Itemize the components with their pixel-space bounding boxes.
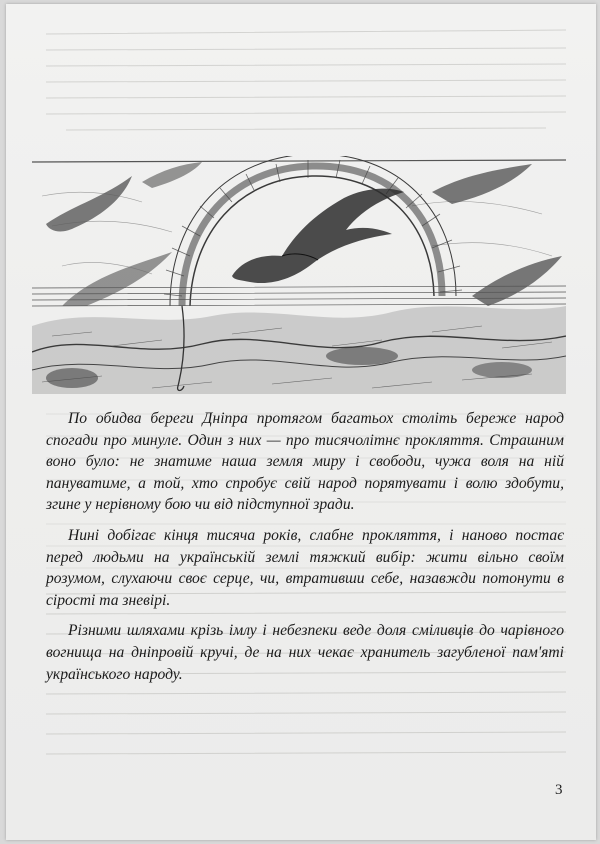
- paragraph-2: Нині добігає кінця тисяча років, слабне прокляття, і наново постає перед людьми на українській землі тяжкий вибір: жити вільно своїм розумом, слухаючи своє серце, чи, втративши себе, назавжди потонути в сірості та зневірі.: [46, 526, 564, 609]
- paragraph-3: Різними шляхами крізь імлу і небезпеки веде доля сміливців до чарівного вогнища на дніпровій кручі, де на них чекає хранитель загубленої пам'яті українського народу.: [46, 622, 564, 683]
- book-page: [6, 4, 596, 840]
- ink-illustration-bird-arch: [32, 156, 566, 394]
- body-text: [46, 408, 564, 694]
- paragraph-1: По обидва береги Дніпра протягом багатьох століть береже народ спогади про минуле. Один з них — про тисячолітнє прокляття. Страшним воно було: не знатиме наша земля миру і свободи, чужа воля на ній пануватиме, а той, хто спробує свій народ порятувати і волю здобути, згине у нерівному бою чи від підступної зради.: [46, 410, 564, 514]
- page-number: 3: [555, 782, 563, 798]
